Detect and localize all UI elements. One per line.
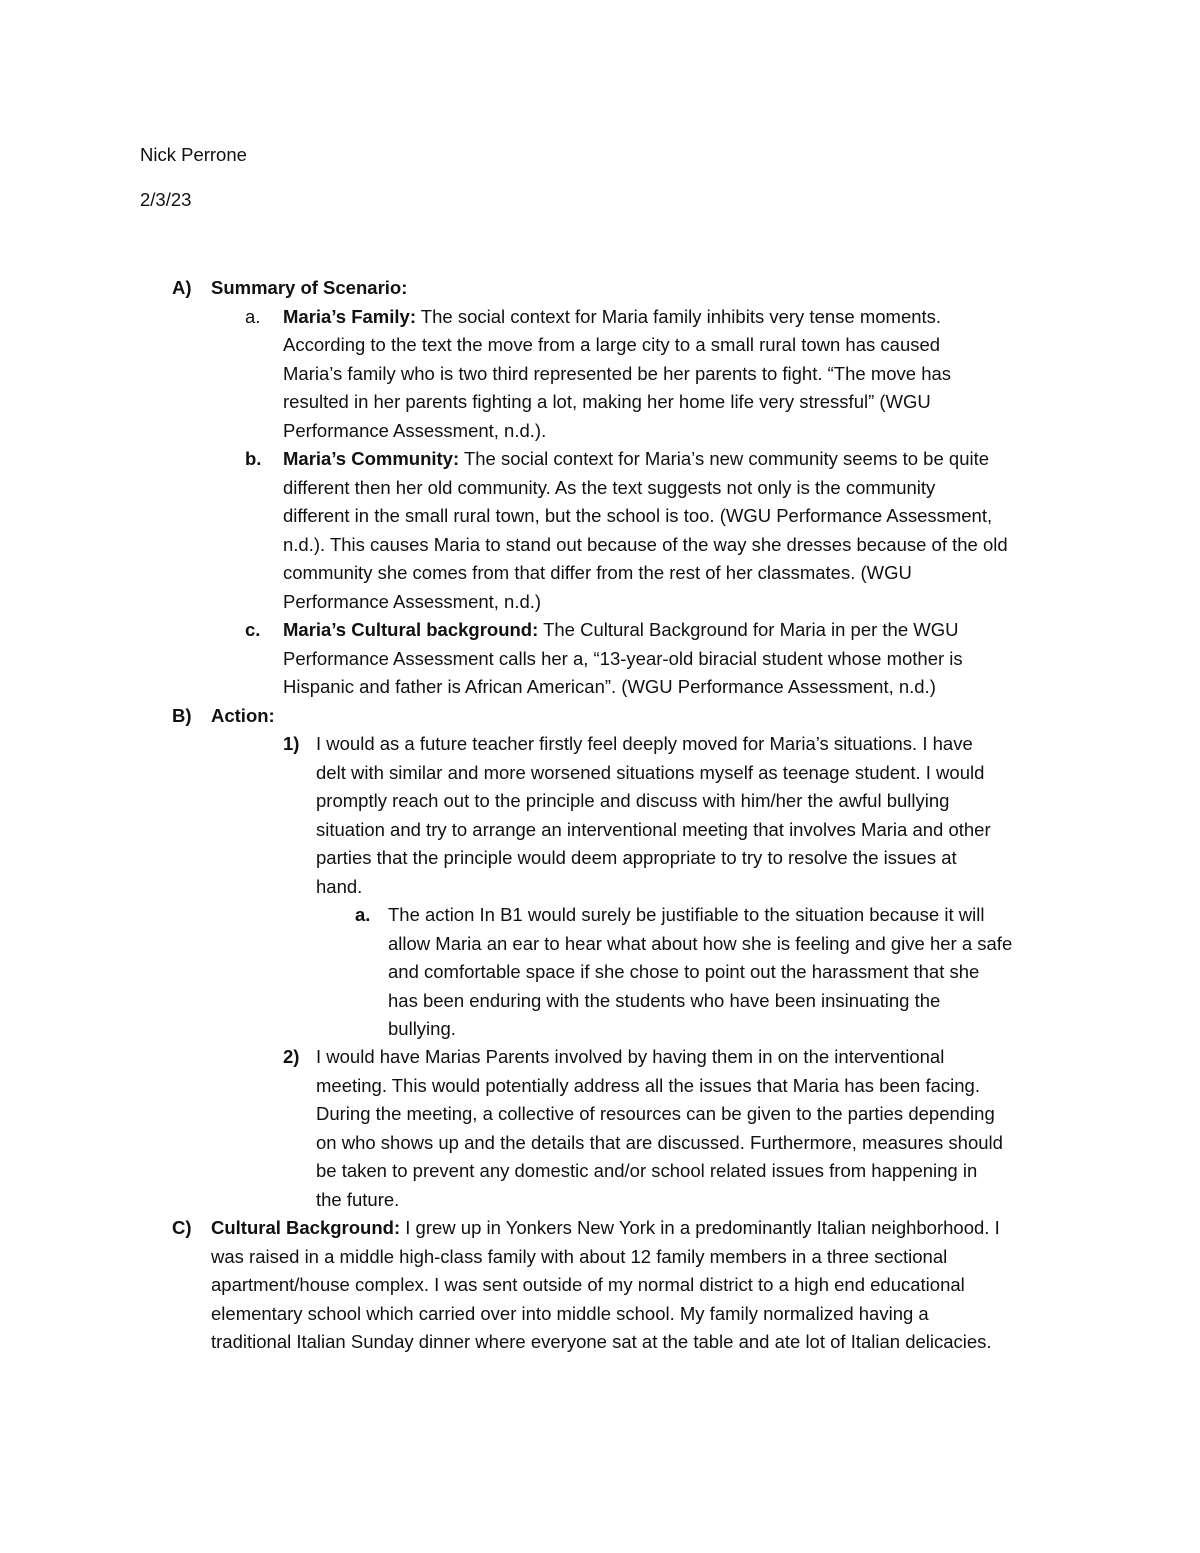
- list-item-line: resulted in her parents fighting a lot, making her home life very stressful” (WGU: [283, 391, 931, 412]
- section-a-marker: A): [172, 277, 192, 298]
- section-b-marker: B): [172, 705, 192, 726]
- item-label: Maria’s Community:: [283, 448, 460, 469]
- item-marker: 1): [283, 733, 300, 754]
- list-item-line: different in the small rural town, but the school is too. (WGU Performance Assessment,: [283, 505, 993, 526]
- item-marker: a.: [355, 904, 371, 925]
- list-item-line: During the meeting, a collective of resources can be given to the parties depending: [316, 1103, 995, 1124]
- list-item-line: Hispanic and father is African American”. (WGU Performance Assessment, n.d.): [283, 676, 936, 697]
- section-a-title: Summary of Scenario:: [211, 277, 408, 298]
- list-item-line: Maria’s Family: The social context for Maria family inhibits very tense moments.: [283, 306, 942, 327]
- list-item-line: different then her old community. As the text suggests not only is the community: [283, 477, 936, 498]
- list-item-line: be taken to prevent any domestic and/or school related issues from happening in: [316, 1160, 978, 1181]
- list-item-line: Performance Assessment, n.d.): [283, 591, 542, 612]
- list-item-line: Performance Assessment, n.d.).: [283, 420, 547, 441]
- list-item-line: elementary school which carried over into middle school. My family normalized having a: [211, 1303, 929, 1324]
- author-name: Nick Perrone: [140, 144, 247, 165]
- list-item-line: delt with similar and more worsened situations myself as teenage student. I would: [316, 762, 985, 783]
- list-item-line: parties that the principle would deem appropriate to try to resolve the issues at: [316, 847, 957, 868]
- list-item-line: According to the text the move from a large city to a small rural town has caused: [283, 334, 941, 355]
- item-marker: c.: [245, 619, 261, 640]
- list-item-line: bullying.: [388, 1018, 456, 1039]
- list-item-line: The action In B1 would surely be justifiable to the situation because it will: [388, 904, 985, 925]
- list-item-line: n.d.). This causes Maria to stand out because of the way she dresses because of the old: [283, 534, 1008, 555]
- list-item-line: on who shows up and the details that are discussed. Furthermore, measures should: [316, 1132, 1003, 1153]
- item-label: Maria’s Cultural background:: [283, 619, 539, 640]
- list-item-line: promptly reach out to the principle and discuss with him/her the awful bullying: [316, 790, 950, 811]
- list-item-line: community she comes from that differ from the rest of her classmates. (WGU: [283, 562, 912, 583]
- list-item-line: Maria’s Community: The social context for Maria’s new community seems to be quite: [283, 448, 990, 469]
- list-item-line: situation and try to arrange an interventional meeting that involves Maria and other: [316, 819, 991, 840]
- list-item-line: Maria’s Cultural background: The Cultural Background for Maria in per the WGU: [283, 619, 959, 640]
- list-item-line: apartment/house complex. I was sent outside of my normal district to a high end educational: [211, 1274, 965, 1295]
- item-marker: a.: [245, 306, 261, 327]
- section-c-marker: C): [172, 1217, 192, 1238]
- list-item-line: the future.: [316, 1189, 400, 1210]
- section-c-title: Cultural Background:: [211, 1217, 401, 1238]
- list-item-line: I would as a future teacher firstly feel deeply moved for Maria’s situations. I have: [316, 733, 973, 754]
- list-item-line: has been enduring with the students who have been insinuating the: [388, 990, 941, 1011]
- list-item-line: allow Maria an ear to hear what about how she is feeling and give her a safe: [388, 933, 1013, 954]
- list-item-line: traditional Italian Sunday dinner where everyone sat at the table and ate lot of Italian delicacies.: [211, 1331, 992, 1352]
- list-item-line: Cultural Background: I grew up in Yonkers New York in a predominantly Italian neighborhood. I: [211, 1217, 1000, 1238]
- list-item-line: hand.: [316, 876, 363, 897]
- section-b-title: Action:: [211, 705, 275, 726]
- item-label: Maria’s Family:: [283, 306, 416, 327]
- list-item-line: and comfortable space if she chose to point out the harassment that she: [388, 961, 980, 982]
- list-item-line: Performance Assessment calls her a, “13-year-old biracial student whose mother is: [283, 648, 963, 669]
- item-marker: 2): [283, 1046, 300, 1067]
- item-marker: b.: [245, 448, 262, 469]
- list-item-line: was raised in a middle high-class family with about 12 family members in a three sectional: [211, 1246, 948, 1267]
- list-item-line: meeting. This would potentially address all the issues that Maria has been facing.: [316, 1075, 980, 1096]
- list-item-line: I would have Marias Parents involved by having them in on the interventional: [316, 1046, 945, 1067]
- document-date: 2/3/23: [140, 189, 192, 210]
- list-item-line: Maria’s family who is two third represented be her parents to fight. “The move has: [283, 363, 952, 384]
